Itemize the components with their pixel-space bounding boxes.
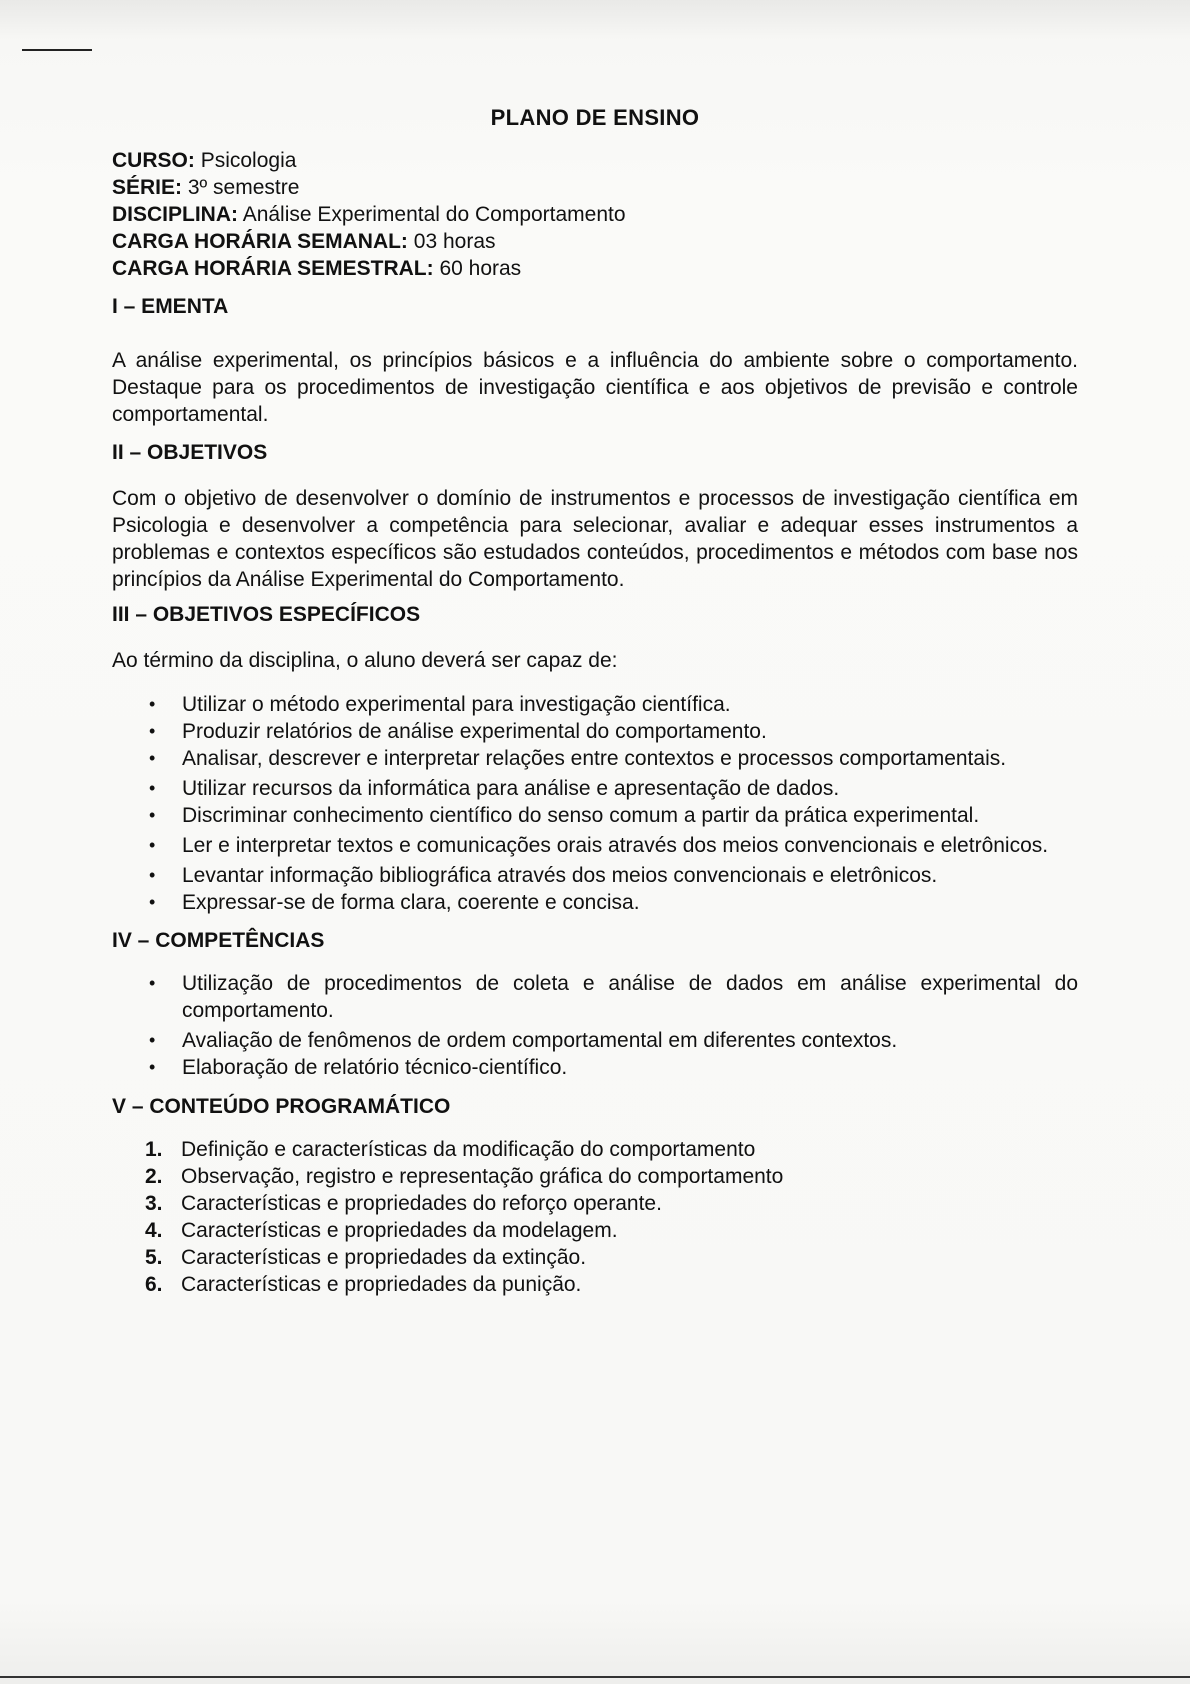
list-item: [112, 1271, 1078, 1298]
meta-serie: [112, 174, 1078, 201]
meta-carga-semestral: [112, 255, 1078, 282]
meta-disciplina: [112, 201, 1078, 228]
list-number: 1.: [145, 1138, 163, 1161]
list-item-text: Utilizar recursos da informática para análise e apresentação de dados.: [182, 777, 840, 800]
corner-pen-mark: [22, 49, 92, 51]
heading-competencias: IV – COMPETÊNCIAS: [112, 929, 325, 952]
meta-value: 60 horas: [439, 257, 522, 280]
heading-ementa: I – EMENTA: [112, 295, 229, 318]
meta-label: DISCIPLINA:: [112, 203, 238, 226]
meta-label: CARGA HORÁRIA SEMANAL:: [112, 230, 408, 253]
course-info: [112, 147, 1078, 282]
list-item-text: Analisar, descrever e interpretar relações entre contextos e processos comportamentais.: [182, 747, 1007, 770]
list-item-text: Definição e características da modificação do comportamento: [181, 1138, 756, 1161]
heading-conteudo: V – CONTEÚDO PROGRAMÁTICO: [112, 1095, 451, 1118]
list-number: 6.: [145, 1273, 163, 1296]
list-item: [112, 1244, 1078, 1271]
list-item: [112, 970, 1078, 1024]
list-item: [112, 1163, 1078, 1190]
meta-value: 3º semestre: [187, 176, 300, 199]
bullet-icon: •: [149, 721, 156, 741]
heading-objetivos-especificos: III – OBJETIVOS ESPECÍFICOS: [112, 603, 421, 626]
meta-value: 03 horas: [413, 230, 496, 253]
document-body: [112, 104, 1078, 1298]
list-item-text: Expressar-se de forma clara, coerente e concisa.: [182, 891, 640, 914]
list-item: [112, 1054, 1078, 1081]
list-item-text: Observação, registro e representação gráfica do comportamento: [181, 1165, 784, 1188]
list-number: 5.: [145, 1246, 163, 1269]
bullet-icon: •: [149, 694, 156, 714]
heading-objetivos: II – OBJETIVOS: [112, 441, 268, 464]
meta-curso: [112, 147, 1078, 174]
competencias-list: [112, 970, 1078, 1081]
meta-value: Psicologia: [200, 149, 297, 172]
document-title: PLANO DE ENSINO: [490, 105, 700, 130]
list-item: [112, 775, 1078, 802]
list-item: [112, 802, 1078, 829]
list-item: [112, 1136, 1078, 1163]
list-item: [112, 889, 1078, 916]
list-item: [112, 1217, 1078, 1244]
meta-label: CURSO:: [112, 149, 195, 172]
list-item: [112, 1027, 1078, 1054]
list-item: [112, 832, 1078, 859]
list-item: [112, 862, 1078, 889]
bullet-icon: •: [149, 1030, 156, 1050]
list-number: 3.: [145, 1192, 163, 1215]
conteudo-list: [112, 1136, 1078, 1298]
meta-carga-semanal: [112, 228, 1078, 255]
list-item: [112, 745, 1078, 772]
page-bottom-edge: [0, 1676, 1190, 1678]
bullet-icon: •: [149, 973, 156, 993]
especificos-list: [112, 691, 1078, 916]
list-item-text: Utilizar o método experimental para investigação científica.: [182, 693, 731, 716]
list-item-text: Elaboração de relatório técnico-científico.: [182, 1056, 568, 1079]
bullet-icon: •: [149, 865, 156, 885]
meta-label: CARGA HORÁRIA SEMESTRAL:: [112, 257, 434, 280]
bullet-icon: •: [149, 748, 156, 768]
list-number: 4.: [145, 1219, 163, 1242]
list-item-text: Características e propriedades do reforço operante.: [181, 1192, 662, 1215]
list-item: [112, 1190, 1078, 1217]
meta-value: Análise Experimental do Comportamento: [242, 203, 626, 226]
list-item-text: Discriminar conhecimento científico do senso comum a partir da prática experimental.: [182, 804, 980, 827]
bullet-icon: •: [149, 835, 156, 855]
list-item: [112, 691, 1078, 718]
bullet-icon: •: [149, 778, 156, 798]
list-item-text: Produzir relatórios de análise experimental do comportamento.: [182, 720, 767, 743]
especificos-intro: Ao término da disciplina, o aluno deverá ser capaz de:: [112, 649, 618, 672]
list-number: 2.: [145, 1165, 163, 1188]
meta-label: SÉRIE:: [112, 176, 183, 199]
bullet-icon: •: [149, 805, 156, 825]
ementa-text: A análise experimental, os princípios básicos e a influência do ambiente sobre o comportamento. Destaque para os procedimentos de investigação científica e aos objetivos de previsão e controle comportamental.: [112, 349, 1078, 426]
bullet-icon: •: [149, 892, 156, 912]
bullet-icon: •: [149, 1057, 156, 1077]
list-item-text: Utilização de procedimentos de coleta e análise de dados em análise experimental do comportamento.: [182, 972, 1078, 1022]
list-item: [112, 718, 1078, 745]
objetivos-text: Com o objetivo de desenvolver o domínio de instrumentos e processos de investigação científica em Psicologia e desenvolver a competência para selecionar, avaliar e adequar esses instrumentos a problemas e contextos específicos são estudados conteúdos, procedimentos e métodos com base nos princípios da Análise Experimental do Comportamento.: [112, 487, 1078, 591]
list-item-text: Características e propriedades da extinção.: [181, 1246, 587, 1269]
list-item-text: Ler e interpretar textos e comunicações orais através dos meios convencionais e eletrônicos.: [182, 834, 1049, 857]
list-item-text: Características e propriedades da modelagem.: [181, 1219, 618, 1242]
list-item-text: Características e propriedades da punição.: [181, 1273, 582, 1296]
list-item-text: Levantar informação bibliográfica através dos meios convencionais e eletrônicos.: [182, 864, 938, 887]
list-item-text: Avaliação de fenômenos de ordem comportamental em diferentes contextos.: [182, 1029, 898, 1052]
